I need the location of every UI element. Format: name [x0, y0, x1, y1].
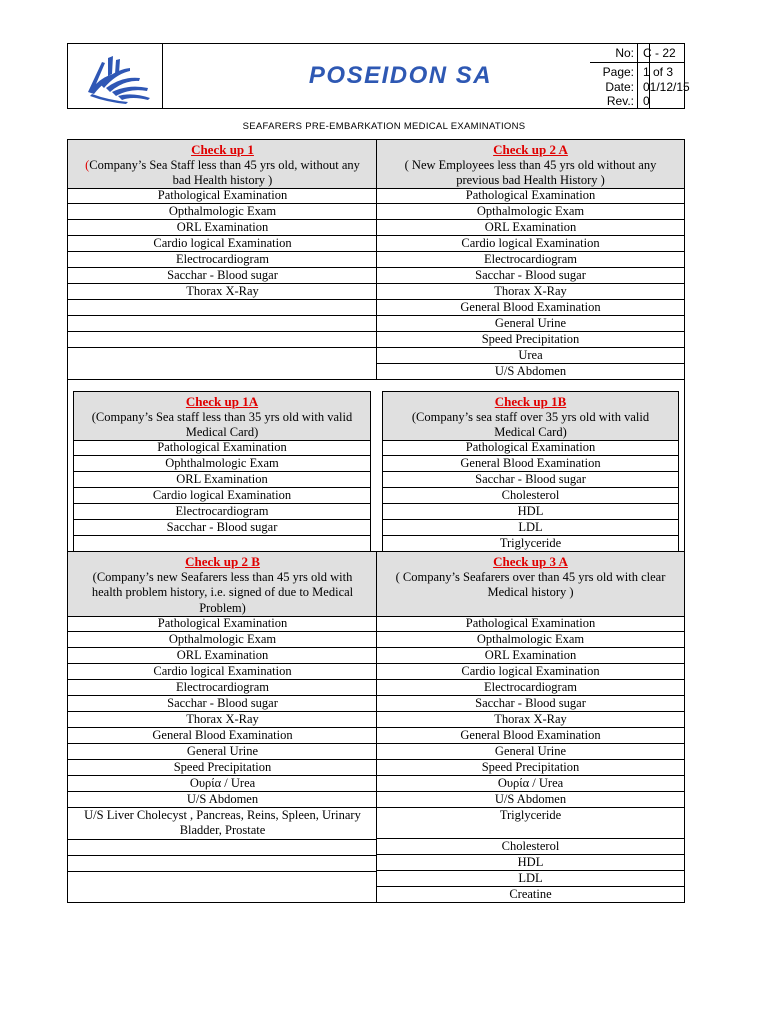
exam-item: Sacchar - Blood sugar [68, 696, 377, 712]
exam-item [68, 300, 377, 316]
exam-item: Opthalmologic Exam [377, 632, 684, 648]
exam-item [74, 536, 370, 552]
document-title: SEAFARERS PRE-EMBARKATION MEDICAL EXAMINATIONS [242, 121, 526, 132]
exam-item: Pathological Examination [68, 616, 377, 632]
poseidon-logo-icon [68, 44, 162, 108]
exam-item: Sacchar - Blood sugar [377, 696, 684, 712]
exam-item: Electrocardiogram [377, 252, 684, 268]
exam-item: Cardio logical Examination [68, 664, 377, 680]
exam-item: Ουρία / Urea [68, 776, 377, 792]
exam-item: Electrocardiogram [68, 680, 377, 696]
checkup-1a-desc: (Company’s Sea staff less than 35 yrs old with valid Medical Card) [91, 409, 353, 439]
exam-item: General Urine [377, 316, 684, 332]
checkup-3a-title: Check up 3 A [493, 554, 568, 569]
exam-item: Thorax X-Ray [68, 712, 377, 728]
exam-item: Cardio logical Examination [377, 664, 684, 680]
checkup-1-title: Check up 1 [191, 142, 254, 157]
exam-item [68, 872, 377, 888]
exam-item: Creatine [509, 887, 552, 901]
exam-item: Opthalmologic Exam [68, 204, 377, 220]
exam-item: Pathological Examination [68, 188, 377, 204]
exam-item: Sacchar - Blood sugar [383, 472, 678, 488]
exam-item: Pathological Examination [377, 616, 684, 632]
exam-item: Pathological Examination [74, 440, 370, 456]
exam-item: General Blood Examination [383, 456, 678, 472]
meta-rev [590, 93, 694, 109]
exam-item: LDL [383, 520, 678, 536]
page-value: 1 of 3 [643, 65, 674, 79]
rev-value: 0 [643, 94, 650, 108]
exam-item: U/S Abdomen [377, 792, 684, 808]
date-label: Date: [605, 80, 634, 94]
exam-item: Cardio logical Examination [74, 488, 370, 504]
checkup-2b-desc: (Company’s new Seafarers less than 45 yrs old with health problem history, i.e. signed of due to Medical Problem) [91, 569, 354, 615]
checkup-2a-header [377, 140, 684, 189]
date-value: 01/12/15 [643, 80, 690, 94]
company-name: POSEIDON SA [308, 62, 493, 89]
checkup-3a-desc: ( Company’s Seafarers over than 45 yrs old with clear Medical history ) [395, 569, 666, 599]
exam-item: HDL [383, 504, 678, 520]
exam-item [68, 840, 377, 856]
exam-item: Triglyceride [499, 536, 562, 550]
checkup-1-paren: ( [85, 157, 90, 172]
exam-item: Electrocardiogram [68, 252, 377, 268]
exam-item: Sacchar - Blood sugar [377, 268, 684, 284]
no-label: No: [615, 46, 634, 60]
exam-item: U/S Abdomen [68, 792, 377, 808]
exam-item: Thorax X-Ray [68, 284, 377, 300]
exam-item: Opthalmologic Exam [68, 632, 377, 648]
exam-item: ORL Examination [68, 648, 377, 664]
checkup-1-header [68, 140, 377, 189]
exam-item: General Blood Examination [68, 728, 377, 744]
meta-no [590, 45, 694, 61]
checkup-2a-title: Check up 2 A [493, 142, 568, 157]
exam-item: ORL Examination [68, 220, 377, 236]
exam-item: Pathological Examination [383, 440, 678, 456]
exam-item: Speed Precipitation [377, 760, 684, 776]
exam-item: General Blood Examination [377, 300, 684, 316]
exam-item: Urea [377, 348, 684, 364]
page-label: Page: [602, 65, 634, 79]
exam-item: Cardio logical Examination [68, 236, 377, 252]
exam-item: Thorax X-Ray [377, 284, 684, 300]
exam-item [68, 316, 377, 332]
exam-item: General Urine [377, 744, 684, 760]
checkup-3a-header [377, 552, 684, 617]
exam-item: Cholesterol [377, 839, 684, 855]
exam-item: Speed Precipitation [68, 760, 377, 776]
exam-item: ORL Examination [377, 220, 684, 236]
exam-item [68, 332, 377, 348]
checkup-2a [376, 139, 685, 380]
exam-item: U/S Liver Cholecyst , Pancreas, Reins, Spleen, Urinary Bladder, Prostate [68, 808, 377, 840]
exam-item: LDL [377, 871, 684, 887]
exam-item: Electrocardiogram [377, 680, 684, 696]
exam-item: Opthalmologic Exam [377, 204, 684, 220]
exam-item: Cardio logical Examination [377, 236, 684, 252]
checkup-1b-title: Check up 1B [494, 394, 567, 409]
checkup-2b-header [68, 552, 377, 617]
exam-item: Sacchar - Blood sugar [68, 268, 377, 284]
checkup-1-desc: Company’s Sea Staff less than 45 yrs old, without any bad Health history ) [89, 157, 360, 187]
checkup-2a-desc: ( New Employees less than 45 yrs old without any previous bad Health History ) [404, 157, 657, 187]
exam-item: Electrocardiogram [74, 504, 370, 520]
exam-item: Ουρία / Urea [377, 776, 684, 792]
no-value: C - 22 [643, 46, 676, 60]
company-title-cell [162, 44, 650, 108]
exam-item: ORL Examination [74, 472, 370, 488]
exam-item: Speed Precipitation [377, 332, 684, 348]
exam-item: Pathological Examination [377, 188, 684, 204]
exam-item [68, 856, 377, 872]
checkup-1a-header [74, 392, 370, 441]
exam-item: Ophthalmologic Exam [74, 456, 370, 472]
exam-item [68, 348, 377, 364]
exam-item: Thorax X-Ray [377, 712, 684, 728]
checkup-1b [382, 391, 679, 552]
exam-item: General Blood Examination [377, 728, 684, 744]
exam-item: ORL Examination [377, 648, 684, 664]
checkup-3a [376, 551, 685, 903]
checkup-2b-title: Check up 2 B [185, 554, 260, 569]
meta-separator [590, 62, 685, 63]
exam-item: Cholesterol [383, 488, 678, 504]
meta-page [590, 64, 694, 80]
checkup-2b [67, 551, 377, 903]
exam-item: General Urine [68, 744, 377, 760]
logo-cell [68, 44, 163, 108]
checkup-1 [67, 139, 377, 380]
checkup-1a-title: Check up 1A [185, 394, 259, 409]
exam-item: U/S Abdomen [494, 364, 567, 378]
exam-item: Triglyceride [377, 808, 684, 839]
checkup-1a [73, 391, 371, 552]
checkup-1b-header [383, 392, 678, 441]
rev-label: Rev.: [606, 94, 634, 108]
exam-item: Sacchar - Blood sugar [74, 520, 370, 536]
checkup-1b-desc: (Company’s sea staff over 35 yrs old with valid Medical Card) [411, 409, 650, 439]
exam-item: HDL [377, 855, 684, 871]
